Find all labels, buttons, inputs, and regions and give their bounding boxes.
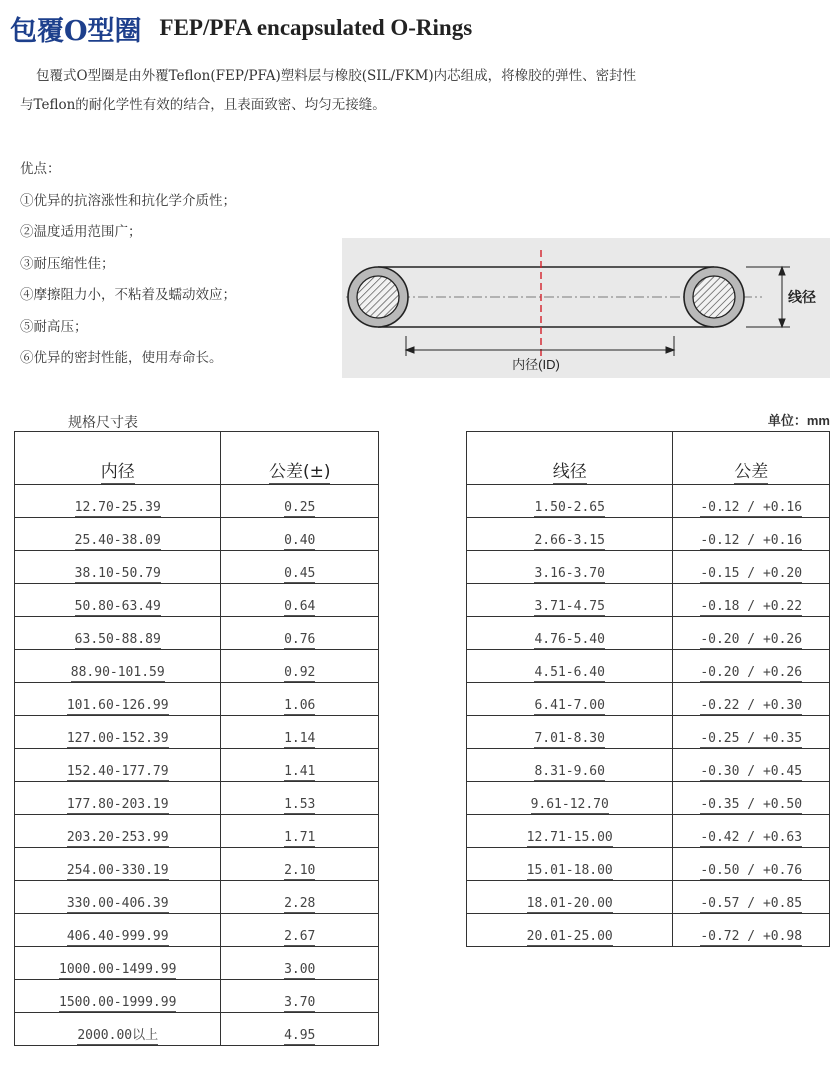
tolerance-cell: -0.42 / +0.63 <box>673 815 830 848</box>
advantages-list <box>20 154 350 375</box>
table-row <box>15 782 379 815</box>
inner-diameter-table <box>14 431 379 1046</box>
range-cell: 4.76-5.40 <box>467 617 673 650</box>
tolerance-cell: 3.00 <box>221 947 379 980</box>
header-inner-diameter: 内径 <box>15 432 221 485</box>
left-cross-section <box>348 267 408 327</box>
table-row <box>15 1013 379 1046</box>
intro-line-1: 包覆式O型圈是由外覆Teflon(FEP/PFA)塑料层与橡胶(SIL/FKM)内芯组成，将橡胶的弹性、密封性 <box>36 68 637 84</box>
intro-paragraph <box>20 62 830 120</box>
table-header-row <box>467 432 830 485</box>
range-cell: 3.16-3.70 <box>467 551 673 584</box>
tolerance-cell: -0.72 / +0.98 <box>673 914 830 947</box>
range-cell: 88.90-101.59 <box>15 650 221 683</box>
table-caption: 规格尺寸表 <box>68 415 138 431</box>
range-cell: 1000.00-1499.99 <box>15 947 221 980</box>
table-row <box>467 485 830 518</box>
range-cell: 330.00-406.39 <box>15 881 221 914</box>
table-row <box>467 716 830 749</box>
advantage-item: ③耐压缩性佳； <box>20 255 115 272</box>
advantage-item: ⑥优异的密封性能，使用寿命长。 <box>20 350 223 366</box>
tolerance-cell: 1.06 <box>221 683 379 716</box>
advantage-item: ①优异的抗溶涨性和抗化学介质性； <box>20 192 236 209</box>
range-cell: 177.80-203.19 <box>15 782 221 815</box>
table-row <box>15 518 379 551</box>
table-row <box>467 782 830 815</box>
tolerance-cell: -0.50 / +0.76 <box>673 848 830 881</box>
wire-label: 线径 <box>788 289 816 305</box>
unit-label: 单位：mm <box>767 413 830 428</box>
tolerance-cell: 1.53 <box>221 782 379 815</box>
range-cell: 7.01-8.30 <box>467 716 673 749</box>
table-row <box>467 815 830 848</box>
advantages-heading: 优点： <box>20 161 61 177</box>
range-cell: 8.31-9.60 <box>467 749 673 782</box>
tolerance-cell: -0.22 / +0.30 <box>673 683 830 716</box>
header-tolerance: 公差(±) <box>221 432 379 485</box>
table-row <box>467 584 830 617</box>
id-label: 内径(ID) <box>512 357 560 372</box>
table-row <box>15 815 379 848</box>
tolerance-cell: 2.28 <box>221 881 379 914</box>
table-row <box>467 914 830 947</box>
tolerance-cell: 0.92 <box>221 650 379 683</box>
right-cross-section <box>684 267 744 327</box>
range-cell: 3.71-4.75 <box>467 584 673 617</box>
range-cell: 38.10-50.79 <box>15 551 221 584</box>
tolerance-cell: -0.15 / +0.20 <box>673 551 830 584</box>
tolerance-cell: -0.18 / +0.22 <box>673 584 830 617</box>
header-wire-diameter: 线径 <box>467 432 673 485</box>
tolerance-cell: 4.95 <box>221 1013 379 1046</box>
table-header-row <box>15 432 379 485</box>
table-row <box>15 749 379 782</box>
table-row <box>467 551 830 584</box>
range-cell: 50.80-63.49 <box>15 584 221 617</box>
table-row <box>15 617 379 650</box>
tolerance-cell: -0.35 / +0.50 <box>673 782 830 815</box>
range-cell: 254.00-330.19 <box>15 848 221 881</box>
range-cell: 203.20-253.99 <box>15 815 221 848</box>
range-cell: 2.66-3.15 <box>467 518 673 551</box>
tolerance-cell: 0.64 <box>221 584 379 617</box>
tolerance-cell: 2.10 <box>221 848 379 881</box>
tolerance-cell: 0.25 <box>221 485 379 518</box>
table-row <box>15 485 379 518</box>
table-row <box>467 749 830 782</box>
table-row <box>15 716 379 749</box>
header-tolerance: 公差 <box>673 432 830 485</box>
range-cell: 4.51-6.40 <box>467 650 673 683</box>
tolerance-cell: -0.12 / +0.16 <box>673 518 830 551</box>
tolerance-cell: 0.45 <box>221 551 379 584</box>
tolerance-cell: 1.71 <box>221 815 379 848</box>
range-cell: 101.60-126.99 <box>15 683 221 716</box>
range-cell: 18.01-20.00 <box>467 881 673 914</box>
range-cell: 6.41-7.00 <box>467 683 673 716</box>
tolerance-cell: 1.41 <box>221 749 379 782</box>
table-row <box>15 584 379 617</box>
table-row <box>467 848 830 881</box>
range-cell: 15.01-18.00 <box>467 848 673 881</box>
table-row <box>15 551 379 584</box>
tolerance-cell: 0.40 <box>221 518 379 551</box>
tolerance-cell: 2.67 <box>221 914 379 947</box>
tolerance-cell: -0.57 / +0.85 <box>673 881 830 914</box>
intro-line-2: 与Teflon的耐化学性有效的结合，且表面致密、均匀无接缝。 <box>20 97 386 113</box>
table-row <box>467 683 830 716</box>
advantage-item: ④摩擦阻力小，不粘着及蠕动效应； <box>20 287 236 303</box>
range-cell: 9.61-12.70 <box>467 782 673 815</box>
tolerance-cell: -0.12 / +0.16 <box>673 485 830 518</box>
title-chinese: 包覆O型圈 <box>10 15 142 47</box>
tolerance-cell: -0.25 / +0.35 <box>673 716 830 749</box>
tolerance-cell: 1.14 <box>221 716 379 749</box>
range-cell: 20.01-25.00 <box>467 914 673 947</box>
table-row <box>15 980 379 1013</box>
range-cell: 1500.00-1999.99 <box>15 980 221 1013</box>
table-row <box>467 881 830 914</box>
table-row <box>15 848 379 881</box>
range-cell: 152.40-177.79 <box>15 749 221 782</box>
range-cell: 12.71-15.00 <box>467 815 673 848</box>
wire-diameter-table <box>466 431 830 947</box>
range-cell: 63.50-88.89 <box>15 617 221 650</box>
o-ring-diagram <box>342 238 830 378</box>
table-row <box>15 683 379 716</box>
table-row <box>467 650 830 683</box>
table-row <box>467 617 830 650</box>
tolerance-cell: -0.30 / +0.45 <box>673 749 830 782</box>
title-english: FEP/PFA encapsulated O-Rings <box>159 15 473 40</box>
table-row <box>15 914 379 947</box>
table-row <box>15 650 379 683</box>
range-cell: 406.40-999.99 <box>15 914 221 947</box>
range-cell: 12.70-25.39 <box>15 485 221 518</box>
table-row <box>15 881 379 914</box>
range-cell: 127.00-152.39 <box>15 716 221 749</box>
tolerance-cell: 3.70 <box>221 980 379 1013</box>
advantage-item: ⑤耐高压； <box>20 318 88 335</box>
range-cell: 1.50-2.65 <box>467 485 673 518</box>
range-cell: 25.40-38.09 <box>15 518 221 551</box>
tolerance-cell: -0.20 / +0.26 <box>673 617 830 650</box>
table-row <box>15 947 379 980</box>
advantage-item: ②温度适用范围广； <box>20 224 142 240</box>
tolerance-cell: 0.76 <box>221 617 379 650</box>
tolerance-cell: -0.20 / +0.26 <box>673 650 830 683</box>
table-row <box>467 518 830 551</box>
page-title <box>10 8 472 48</box>
range-cell: 2000.00以上 <box>15 1013 221 1046</box>
